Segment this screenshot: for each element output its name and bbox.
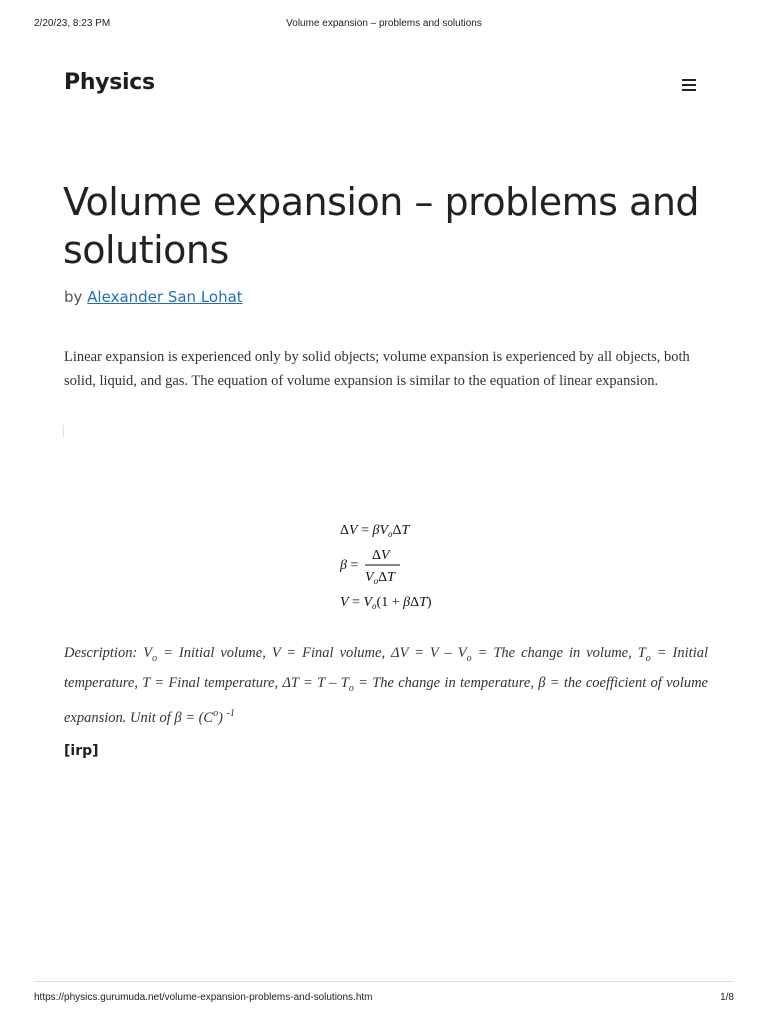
formula-svg <box>338 518 478 618</box>
print-footer <box>34 992 734 1006</box>
post-title: Volume expansion – problems and solutions <box>63 180 700 272</box>
site-title[interactable]: Physics <box>64 70 155 95</box>
formula-eq2-denominator: $V_o\Delta T$ <box>365 570 395 586</box>
empty-block-marker <box>63 425 64 438</box>
desc-sub-2: o <box>466 652 472 664</box>
desc-sup-1: o <box>213 707 219 719</box>
desc-sup-2: -1 <box>226 707 235 719</box>
desc-text-6: ) <box>218 709 227 726</box>
print-date: 2/20/23, 8:23 PM <box>34 18 111 29</box>
page-number: 1/8 <box>720 992 734 1003</box>
formula-eq2-numerator: ΔV <box>372 548 390 563</box>
print-header <box>34 18 734 32</box>
author-link[interactable]: Alexander San Lohat <box>87 288 243 306</box>
desc-text-4: = Initial temperature, T = Final temperature, ΔT = T – T <box>64 645 709 691</box>
desc-sub-4: o <box>348 682 354 694</box>
page-url: https://physics.gurumuda.net/volume-expansion-problems-and-solutions.htm <box>34 992 373 1003</box>
byline <box>64 288 243 306</box>
intro-paragraph: Linear expansion is experienced only by solid objects; volume expansion is experienced by all objects, both solid, liquid, and gas. The equation of volume expansion is similar to the equation of linear expansion. <box>64 349 690 389</box>
irp-shortcode: [irp] <box>64 743 99 759</box>
hamburger-menu-icon[interactable] <box>682 79 696 91</box>
description-paragraph <box>64 641 708 731</box>
desc-text-2: = Initial volume, V = Final volume, ΔV = V – V <box>157 645 467 661</box>
desc-text-1: Description: V <box>64 645 153 661</box>
desc-sub-3: o <box>645 652 651 664</box>
print-document-title: Volume expansion – problems and solutions <box>286 18 482 29</box>
site-header <box>64 70 696 104</box>
desc-text-5: = The change in temperature, β = the coefficient of volume expansion. Unit of β = (C <box>64 674 708 726</box>
formula-eq1: $\Delta V = \beta V_o\Delta T$ <box>340 523 410 539</box>
formula-image <box>338 518 478 618</box>
formula-eq2-lhs: β = <box>340 558 359 573</box>
footer-divider <box>34 981 734 982</box>
desc-text-3: = The change in volume, T <box>471 645 646 661</box>
desc-sub-1: o <box>152 652 158 664</box>
byline-prefix: by <box>64 288 88 306</box>
formula-eq3: $V = V_o(1 + \beta\Delta T)$ <box>340 595 432 611</box>
